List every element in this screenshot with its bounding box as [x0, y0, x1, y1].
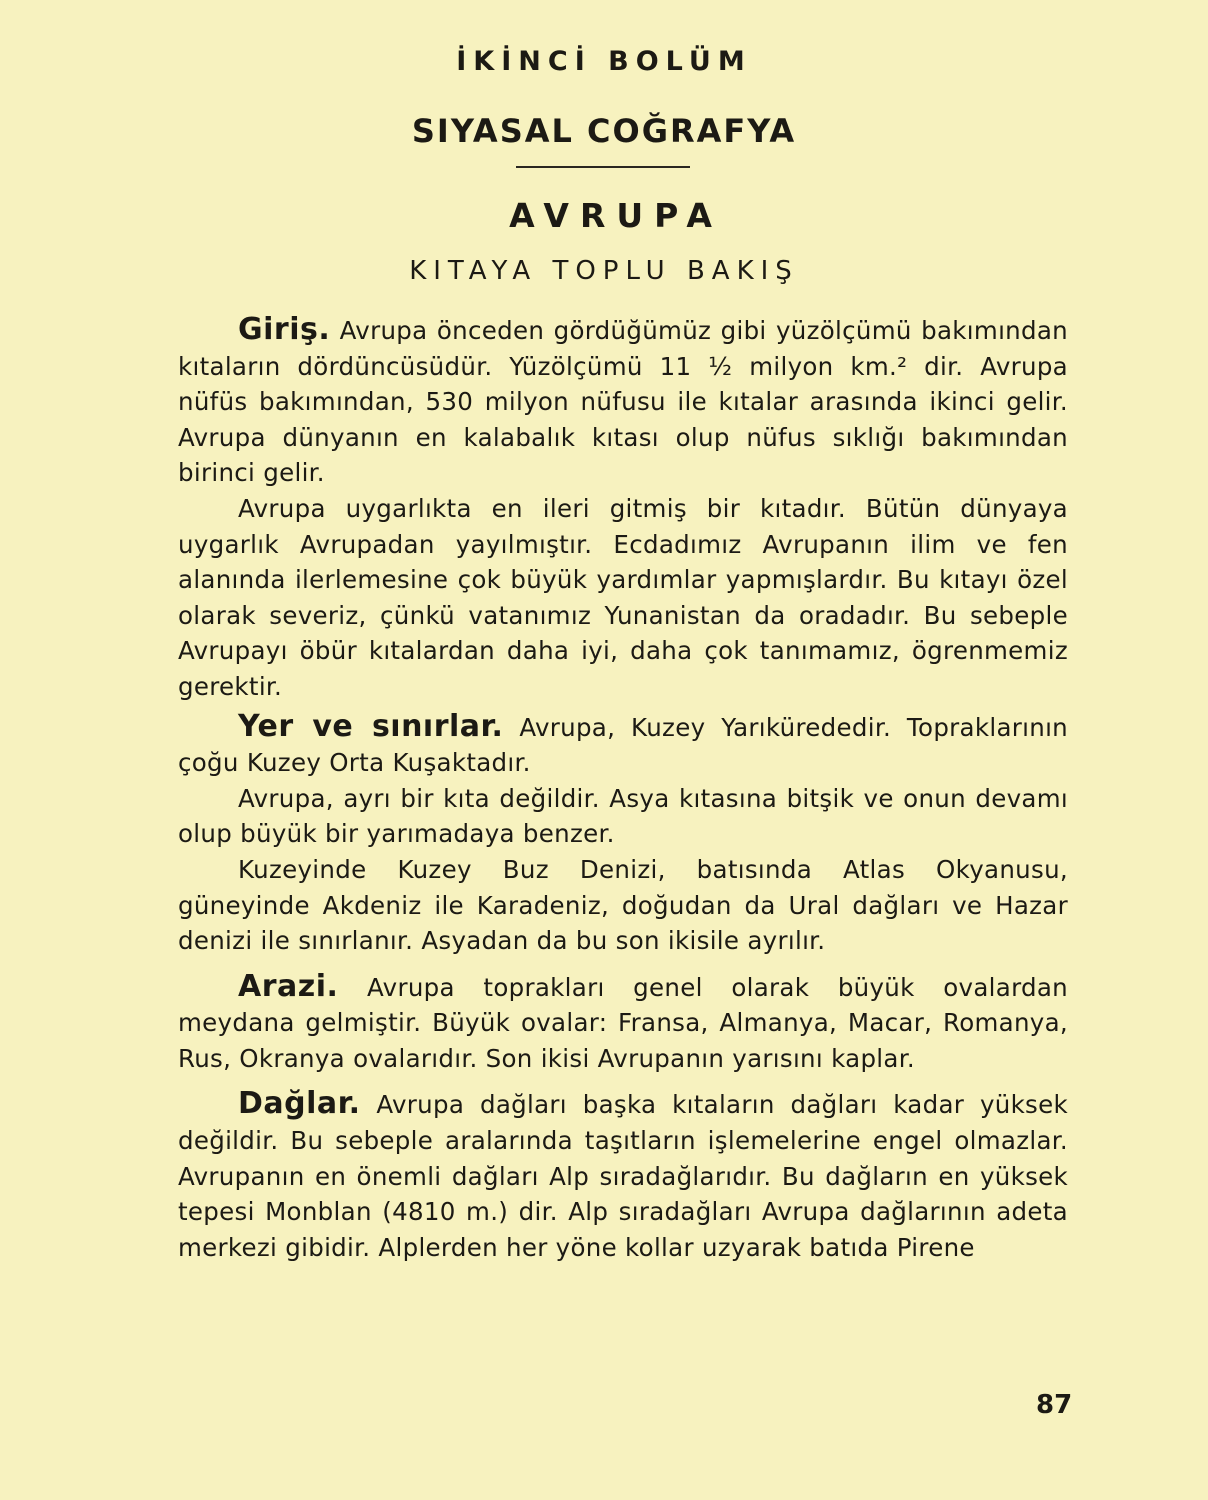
paragraph-text: Avrupa, Kuzey Yarıkürededir. Topraklarının çoğu Kuzey Orta Kuşaktadır. [178, 712, 1069, 778]
part-heading: İKİNCİ BOLÜM [456, 46, 752, 77]
title-divider [516, 166, 690, 168]
paragraph-location [178, 709, 1068, 781]
paragraph-borders [178, 852, 1068, 959]
paragraph-keyword: Dağlar. [238, 1086, 361, 1122]
section-subtitle: KITAYA TOPLU BAKIŞ [409, 256, 799, 286]
paragraph-continent [178, 781, 1068, 852]
paragraph-terrain [178, 969, 1068, 1077]
chapter-title: SIYASAL COĞRAFYA [411, 112, 797, 150]
paragraph-text: Avrupa önceden gördüğümüz gibi yüzölçümü bakımından kıtaların dördüncüsüdür. Yüzölçümü 11 ½ milyon km.² dir. Avrupa nüfüs bakımından, 530 milyon nüfusu ile kıtalar arasında ikinci gelir. Avrupa dünyanın en kalabalık kıtası olup nüfus sıklığı bakımından birinci gelir. [178, 316, 1068, 488]
paragraph-mountains [178, 1086, 1068, 1265]
paragraph-text: Kuzeyinde Kuzey Buz Denizi, batısında Atlas Okyanusu, güneyinde Akdeniz ile Karadeniz, doğudan da Ural dağları ve Hazar denizi ile sınırlanır. Asyadan da bu son ikisile ayrılır. [178, 854, 1068, 956]
paragraph-civilization [178, 491, 1068, 705]
section-title: AVRUPA [509, 196, 723, 235]
paragraph-keyword: Giriş. [238, 312, 331, 347]
paragraph-text: Avrupa uygarlıkta en ileri gitmiş bir kıtadır. Bütün dünyaya uygarlık Avrupadan yayılmıştır. Ecdadımız Avrupanın ilim ve fen alanında ilerlemesine çok büyük yardımlar yapmışlardır. Bu kıtayı özel olarak severiz, çünkü vatanımız Yunanistan da oradadır. Bu sebeple Avrupayı öbür kıtalardan daha iyi, daha çok tanımamız, ögrenmemiz gerektir. [178, 493, 1068, 701]
paragraph-text: Avrupa toprakları genel olarak büyük ovalardan meydana gelmiştir. Büyük ovalar: Fransa, Almanya, Macar, Romanya, Rus, Okranya ovalarıdır. Son ikisi Avrupanın yarısını kaplar. [178, 972, 1068, 1073]
page-number: 87 [1036, 1390, 1073, 1420]
paragraph-intro [178, 312, 1068, 491]
paragraph-text: Avrupa dağları başka kıtaların dağları kadar yüksek değildir. Bu sebeple aralarında taşıtların işlemelerine engel olmazlar. Avrupanın en önemli dağları Alp sıradağlarıdır. Bu dağların en yüksek tepesi Monblan (4810 m.) dir. Alp sıradağları Avrupa dağlarının adeta merkezi gibidir. Alplerden her yöne kollar uzyarak batıda Pirene [178, 1090, 1068, 1262]
paragraph-keyword: Yer ve sınırlar. [238, 708, 504, 744]
paragraph-text: Avrupa, ayrı bir kıta değildir. Asya kıtasına bitşik ve onun devamı olup büyük bir yarımadaya benzer. [178, 783, 1068, 849]
body-text [178, 312, 1068, 1265]
paragraph-keyword: Arazi. [238, 968, 339, 1004]
